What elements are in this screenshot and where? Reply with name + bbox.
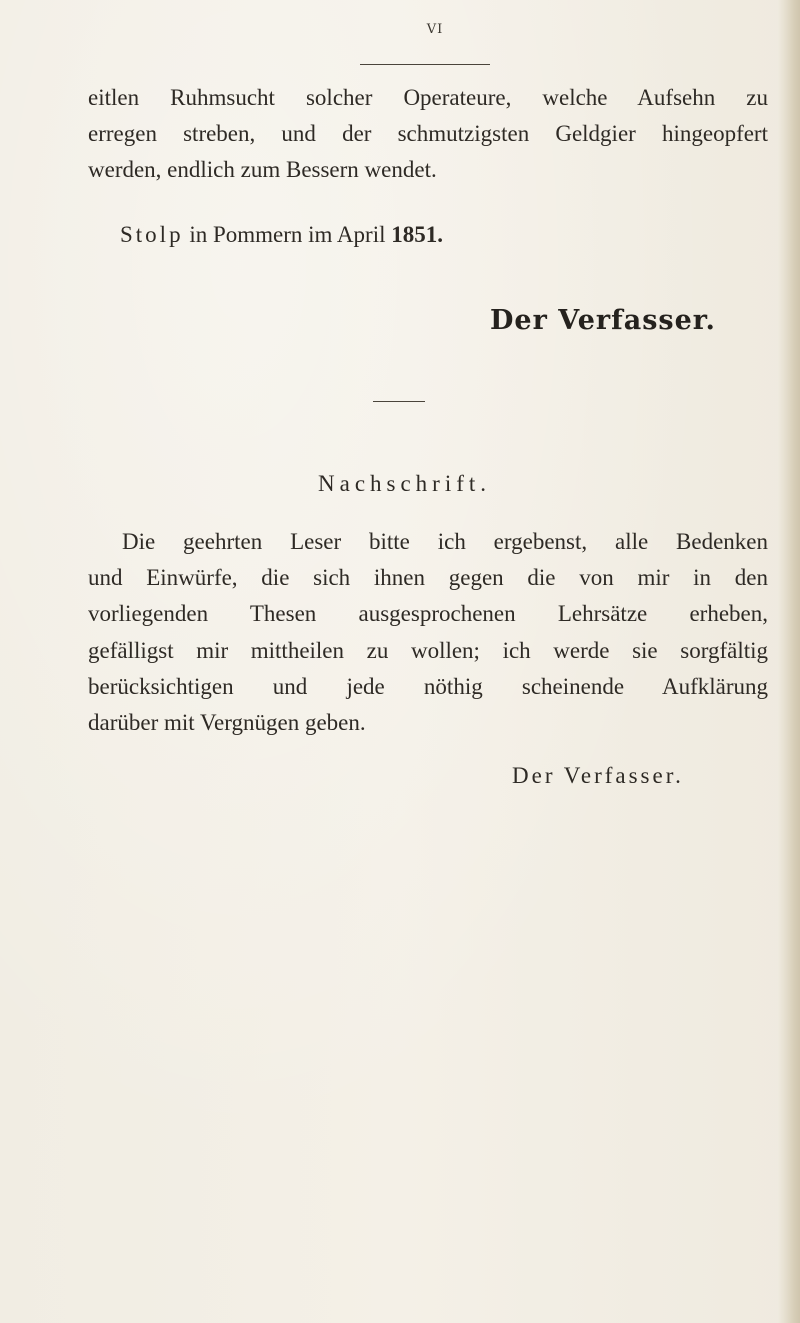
dateline-year: 1851. xyxy=(391,222,443,247)
dateline-rest: in Pommern im April xyxy=(189,222,386,247)
page-number: VI xyxy=(426,22,444,37)
text-line: Die geehrten Leser bitte ich ergebenst, alle Bedenken xyxy=(122,529,768,554)
paragraph-continued xyxy=(88,80,768,188)
text-line: und Einwürfe, die sich ihnen gegen die von mir in den xyxy=(88,565,768,591)
text-line: darüber mit Vergnügen geben. xyxy=(88,710,366,736)
text-line: vorliegenden Thesen ausgesprochenen Lehrsätze erheben, xyxy=(88,601,768,627)
postscript-paragraph xyxy=(88,524,768,741)
page-edge-shadow xyxy=(778,0,800,1323)
text-line: berücksichtigen und jede nöthig scheinende Aufklärung xyxy=(88,673,768,699)
text-line: erregen streben, und der schmutzigsten Geldgier hingeopfert xyxy=(88,121,768,146)
header-rule xyxy=(360,64,490,65)
author-signature: Der Verfasser. xyxy=(490,305,716,336)
text-line: gefälligst mir mittheilen zu wollen; ich werde sie sorgfältig xyxy=(88,637,768,663)
postscript-heading: Nachschrift. xyxy=(318,471,492,496)
dateline-place: Stolp xyxy=(120,222,184,247)
postscript-signature: Der Verfasser. xyxy=(512,763,684,788)
text-line: eitlen Ruhmsucht solcher Operateure, welche Aufsehn zu xyxy=(88,85,768,110)
section-rule xyxy=(373,401,425,402)
dateline xyxy=(120,222,443,248)
text-line: werden, endlich zum Bessern wendet. xyxy=(88,157,437,182)
